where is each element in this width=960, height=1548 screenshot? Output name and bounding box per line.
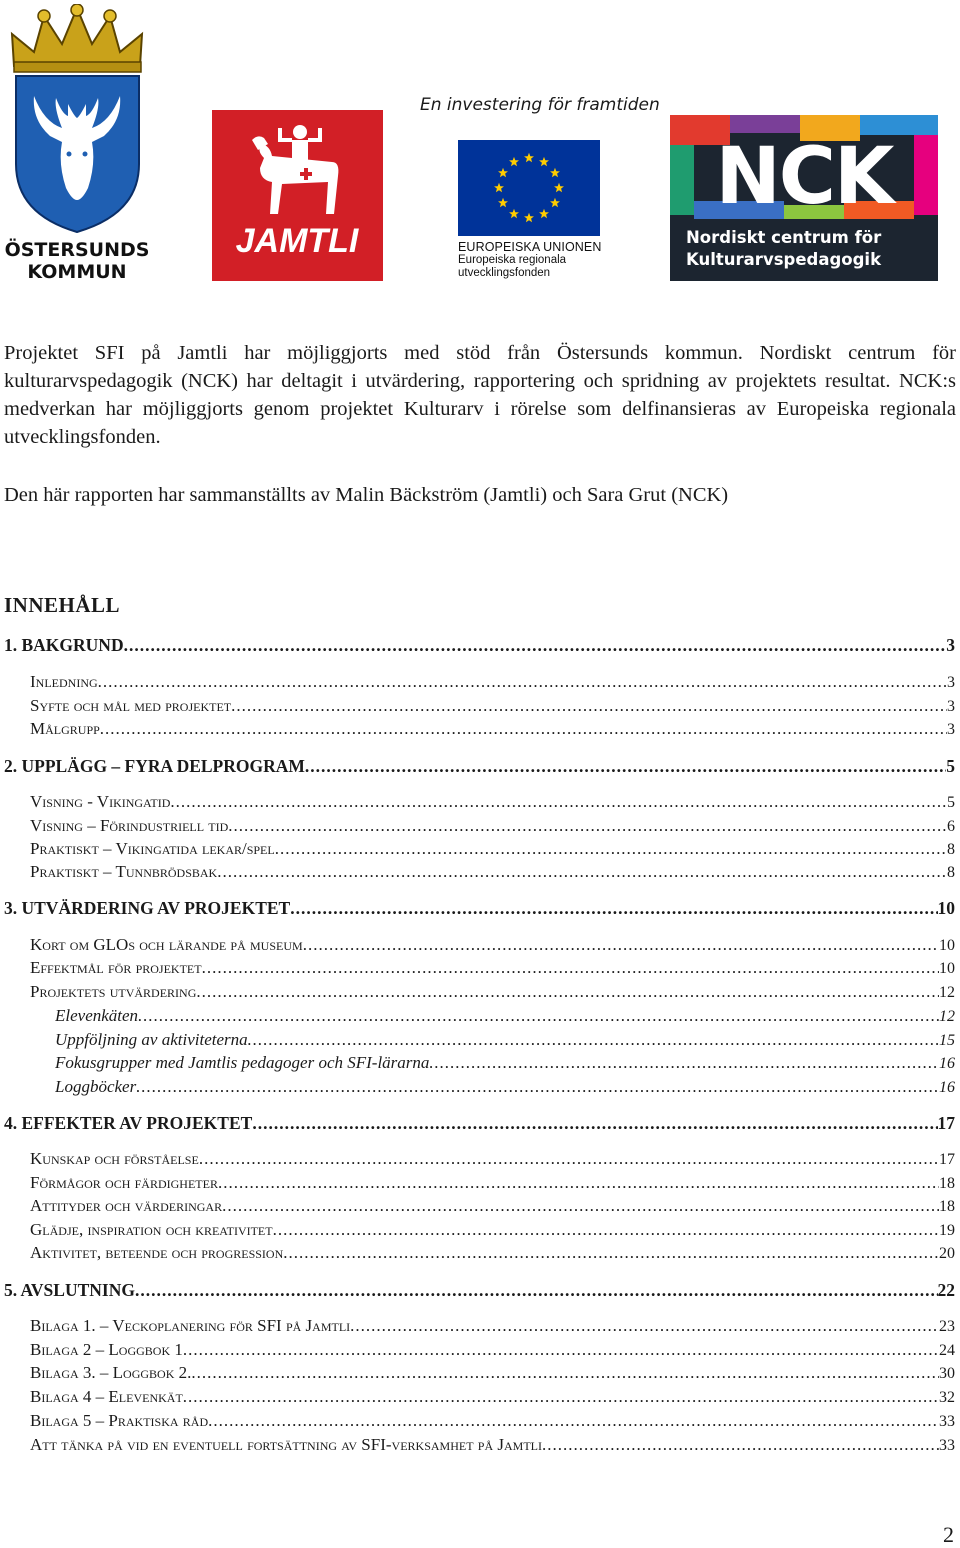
eu-stars-icon (458, 140, 600, 236)
toc-entry-page: 24 (939, 1342, 955, 1359)
toc-entry[interactable] (30, 982, 955, 1002)
toc-entry-title: Inledning (30, 672, 98, 691)
toc-entry-title: Glädje, inspiration och kreativitet (30, 1220, 273, 1239)
toc-entry[interactable] (30, 1149, 955, 1169)
eu-star-icon (539, 209, 549, 218)
toc-leader-dots (273, 1220, 939, 1240)
toc-entry-page: 18 (939, 1175, 955, 1192)
toc-entry-page: 22 (937, 1280, 955, 1300)
toc-entry[interactable] (30, 696, 955, 716)
toc-entry-title: Attityder och värderingar (30, 1196, 223, 1215)
toc-entry-title: Projektets utvärdering (30, 982, 197, 1001)
toc-leader-dots (183, 1387, 939, 1407)
toc-entry-title: Bilaga 2 – Loggbok 1 (30, 1340, 183, 1359)
toc-heading: INNEHÅLL (4, 593, 121, 617)
toc-entry-title: Målgrupp (30, 719, 100, 738)
toc-entry-title: Bilaga 5 – Praktiska råd (30, 1411, 209, 1430)
eu-star-icon (524, 153, 534, 162)
nck-text-block (686, 227, 936, 271)
toc-leader-dots (222, 1196, 939, 1216)
toc-entry-page: 12 (939, 984, 955, 1001)
toc-entry-title: Syfte och mål med projektet (30, 696, 232, 715)
toc-leader-dots (191, 1363, 939, 1383)
eu-star-icon (539, 157, 549, 166)
toc-leader-dots (252, 1113, 937, 1134)
toc-entry[interactable] (30, 1220, 955, 1240)
toc-leader-dots (202, 958, 939, 978)
svg-text:NCK: NCK (715, 132, 893, 222)
eu-star-icon (498, 168, 508, 177)
toc-entry-page: 30 (939, 1365, 955, 1382)
toc-entry-page: 8 (947, 841, 955, 858)
toc-entry-title: Fokusgrupper med Jamtlis pedagoger och SFI-lärarna (55, 1053, 430, 1072)
toc-entry-title: 4. EFFEKTER AV PROJEKTET (4, 1113, 253, 1133)
toc-entry[interactable] (55, 1077, 955, 1097)
toc-leader-dots (303, 935, 939, 955)
toc-entry[interactable] (30, 1196, 955, 1216)
toc-entry[interactable] (30, 958, 955, 978)
toc-entry-title: 3. UTVÄRDERING AV PROJEKTET (4, 898, 291, 918)
toc-leader-dots (136, 1077, 939, 1097)
eu-line-2: Europeiska regionala (458, 254, 567, 266)
toc-entry-page: 19 (939, 1222, 955, 1239)
svg-text:KOMMUN: KOMMUN (27, 261, 127, 282)
svg-text:ÖSTERSUNDS: ÖSTERSUNDS (4, 239, 150, 261)
toc-entry-page: 10 (939, 960, 955, 977)
eu-line-3: utvecklingsfonden (458, 267, 551, 279)
toc-entry-page: 32 (939, 1389, 955, 1406)
toc-entry[interactable] (30, 1243, 955, 1263)
toc-leader-dots (138, 1006, 939, 1026)
toc-leader-dots (275, 839, 947, 859)
svg-text:JAMTLI: JAMTLI (235, 222, 359, 260)
toc-leader-dots (135, 1280, 938, 1301)
eu-line-1: EUROPEISKA UNIONEN (458, 240, 602, 254)
toc-leader-dots (124, 635, 947, 656)
toc-entry-title: Bilaga 1. – Veckoplanering för SFI på Jamtli (30, 1316, 351, 1335)
toc-entry[interactable] (30, 1173, 955, 1193)
toc-entry[interactable] (30, 1316, 955, 1336)
toc-leader-dots (290, 898, 937, 919)
toc-entry-page: 3 (947, 721, 955, 738)
toc-leader-dots (350, 1316, 939, 1336)
toc-leader-dots (100, 719, 947, 739)
toc-entry-title: Kunskap och förståelse (30, 1149, 199, 1168)
toc-entry[interactable] (4, 1280, 955, 1301)
ostersund-coat-of-arms-icon (4, 4, 151, 282)
toc-entry[interactable] (30, 1387, 955, 1407)
toc-entry-page: 33 (939, 1437, 955, 1454)
nck-line-2: Kulturarvspedagogik (686, 250, 882, 269)
toc-entry-page: 33 (939, 1413, 955, 1430)
toc-entry-title: Praktiskt – Vikingatida lekar/spel (30, 839, 275, 858)
ostersunds-kommun-logo (4, 4, 151, 282)
toc-entry[interactable] (55, 1053, 955, 1073)
toc-entry[interactable] (30, 862, 955, 882)
toc-entry-title: Bilaga 4 – Elevenkät (30, 1387, 183, 1406)
eu-star-icon (509, 157, 519, 166)
eu-flag-logo (458, 140, 600, 236)
toc-leader-dots (183, 1340, 939, 1360)
toc-entry-page: 12 (939, 1008, 955, 1025)
toc-entry[interactable] (55, 1006, 955, 1026)
toc-entry-page: 17 (937, 1113, 955, 1133)
eu-star-icon (550, 168, 560, 177)
toc-leader-dots (305, 756, 946, 777)
jamtli-rider-icon (212, 110, 383, 281)
toc-entry-title: Kort om GLOs och lärande på museum (30, 935, 303, 954)
toc-leader-dots (217, 862, 947, 882)
toc-leader-dots (542, 1435, 939, 1455)
toc-entry-title: Visning – Förindustriell tid (30, 816, 229, 835)
toc-entry[interactable] (30, 1411, 955, 1431)
toc-entry[interactable] (55, 1030, 955, 1050)
jamtli-logo (212, 110, 383, 281)
toc-leader-dots (98, 672, 947, 692)
toc-entry-page: 5 (947, 794, 955, 811)
eu-star-icon (494, 183, 504, 192)
toc-entry-page: 10 (937, 898, 955, 918)
toc-entry-page: 20 (939, 1245, 955, 1262)
toc-entry-title: Visning - Vikingatid (30, 792, 171, 811)
toc-entry-title: Aktivitet, beteende och progression (30, 1243, 284, 1262)
toc-entry-page: 3 (947, 674, 955, 691)
toc-leader-dots (283, 1243, 939, 1263)
toc-entry[interactable] (30, 935, 955, 955)
toc-entry-title: 1. BAKGRUND (4, 635, 124, 655)
toc-entry[interactable] (30, 1363, 955, 1383)
toc-entry-title: Förmågor och färdigheter (30, 1173, 218, 1192)
toc-entry-page: 17 (939, 1151, 955, 1168)
toc-entry-title: Loggböcker (55, 1077, 137, 1096)
toc-entry[interactable] (30, 719, 955, 739)
toc-entry-title: 2. UPPLÄGG – FYRA DELPROGRAM (4, 756, 305, 776)
toc-entry[interactable] (30, 839, 955, 859)
toc-entry-page: 6 (947, 818, 955, 835)
toc-leader-dots (429, 1053, 939, 1073)
page-number: 2 (943, 1522, 954, 1547)
eu-tagline: En investering för framtiden (420, 95, 660, 115)
toc-leader-dots (199, 1149, 939, 1169)
toc-entry-page: 8 (947, 864, 955, 881)
eu-star-icon (550, 198, 560, 207)
eu-star-icon (498, 198, 508, 207)
intro-paragraph: Projektet SFI på Jamtli har möjliggjorts med stöd från Östersunds kommun. Nordiskt centrum för kulturarvspedagogik (NCK) har deltagit i utvärdering, rapportering och spridning av projektets resultat. NCK:s medverkan har möjliggjorts genom projektet Kulturarv i rörelse som delfinansieras av Europeiska regionala utvecklingsfonden. (4, 342, 956, 448)
toc-entry-title: Bilaga 3. – Loggbok 2. (30, 1363, 192, 1382)
compiled-by-paragraph: Den här rapporten har sammanställts av Malin Bäckström (Jamtli) och Sara Grut (NCK) (4, 484, 729, 506)
toc-entry-page: 3 (946, 635, 955, 655)
toc-entry-title: Att tänka på vid en eventuell fortsättning av SFI-verksamhet på Jamtli (30, 1435, 542, 1454)
toc-leader-dots (231, 696, 947, 716)
eu-star-icon (524, 213, 534, 222)
eu-text-block (458, 240, 618, 280)
nck-line-1: Nordiskt centrum för (686, 228, 882, 247)
eu-star-icon (554, 183, 564, 192)
toc-entry-title: Elevenkäten (55, 1006, 139, 1025)
toc-entry[interactable] (30, 672, 955, 692)
toc-entry-page: 16 (939, 1079, 955, 1096)
toc-entry-page: 18 (939, 1198, 955, 1215)
toc-entry[interactable] (4, 635, 955, 656)
toc-entry[interactable] (30, 1435, 955, 1455)
toc-leader-dots (196, 982, 939, 1002)
toc-entry[interactable] (30, 1340, 955, 1360)
toc-entry-page: 3 (947, 698, 955, 715)
eu-star-icon (509, 209, 519, 218)
toc-entry-page: 23 (939, 1318, 955, 1335)
toc-entry-page: 10 (939, 937, 955, 954)
toc-leader-dots (208, 1411, 939, 1431)
toc-entry[interactable] (4, 1113, 955, 1134)
toc-leader-dots (218, 1173, 939, 1193)
toc-entry[interactable] (4, 756, 955, 777)
toc-entry-page: 5 (946, 756, 955, 776)
toc-entry[interactable] (30, 816, 955, 836)
toc-entry-title: Uppföljning av aktiviteterna (55, 1030, 248, 1049)
toc-entry-title: Praktiskt – Tunnbrödsbak (30, 862, 218, 881)
toc-leader-dots (228, 816, 947, 836)
toc-leader-dots (248, 1030, 939, 1050)
toc-entry-page: 16 (939, 1055, 955, 1072)
toc-entry[interactable] (4, 898, 955, 919)
toc-entry-page: 15 (939, 1032, 955, 1049)
toc-entry-title: Effektmål för projektet (30, 958, 202, 977)
toc-entry-title: 5. AVSLUTNING (4, 1280, 135, 1300)
toc-leader-dots (170, 792, 947, 812)
toc-entry[interactable] (30, 792, 955, 812)
